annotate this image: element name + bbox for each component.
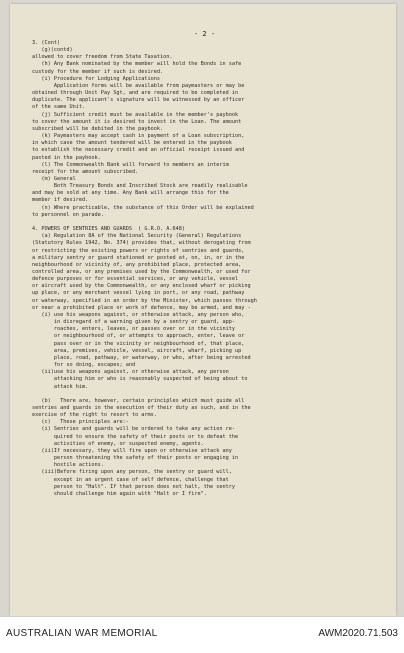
text-line: except in an urgent case of self defence, challenge that [32, 476, 229, 483]
text-line: allowed to cover freedom from State Taxation. [32, 54, 173, 61]
text-line: person to "Halt". If that person does not halt, the sentry [32, 483, 236, 490]
text-line: (b) There are, however, certain principles which must guide all [32, 397, 245, 404]
text-line: to personnel on parade. [32, 211, 104, 218]
text-line: (i) use his weapons against, or otherwise attack, any person who, [32, 311, 245, 318]
text-line: (a) Regulation 8A of the National Security (General) Regulations [32, 233, 242, 240]
text-line: (l) The Commonwealth Bank will forward to members an interim [32, 161, 229, 168]
text-line: (ii)use his weapons against, or otherwise attack, any person [32, 369, 229, 376]
page-number: - 2 - [194, 30, 216, 38]
text-line: Application forms will be available from paymasters or may be [32, 82, 245, 89]
text-line [32, 391, 382, 398]
text-line: exercise of the right to resort to arms. [32, 412, 157, 419]
text-line: pasted in the paybook. [32, 154, 101, 161]
text-line: (g)(contd) [32, 47, 73, 54]
document-page [10, 4, 396, 616]
text-line: or waterway, specified in an order by the Minister, which passes through [32, 297, 257, 304]
text-line: to cover the amount it is desired to invest in the Loan. The amount [32, 118, 242, 125]
text-line: attack him. [32, 383, 89, 390]
text-line: neighbourhood or vicinity of, any prohibited place, protected area, [32, 261, 242, 268]
text-line: to establish the necessary credit and an official receipt issued and [32, 147, 245, 154]
text-line: 3. (Cont) [32, 40, 61, 46]
text-line: (k) Paymasters may accept cash in payment of a Loan subscription, [32, 133, 245, 140]
text-line: (m) General [32, 175, 76, 182]
text-line: quired to ensure the safety of their posts or to defeat the [32, 433, 239, 440]
text-line: subscribed will be debited in the paybook. [32, 125, 164, 132]
text-line: of the same Unit. [32, 104, 86, 111]
text-line: activities of enemy, or suspected enemy, agents. [32, 440, 204, 447]
text-line: defence purposes or for essential services, or any vehicle, vessel [32, 276, 239, 283]
text-line: roaches, enters, leaves, or passes over or in the vicinity [32, 326, 236, 333]
text-line: pass over or in the vicinity or neighbourhood of, that place, [32, 340, 245, 347]
text-line: or near a prohibited place or work of defence, may be armed, and may - [32, 304, 251, 311]
text-line: Both Treasury Bonds and Inscribed Stock are readily realisable [32, 183, 248, 190]
text-line: person threatening the safety of their posts or engaging in [32, 455, 239, 462]
text-line: (i) Sentries and guards will be ordered to take any action re- [32, 426, 236, 433]
text-line: or neighbourhood of, or attempts to approach, enter, leave or [32, 333, 245, 340]
text-line: up place, or any merchant vessel lying in port, or any road, pathway [32, 290, 245, 297]
text-line: receipt for the amount subscribed. [32, 168, 139, 175]
text-line: (ii)If necessary, they will fire upon or otherwise attack any [32, 447, 232, 454]
text-line: custody for the member if such is desired. [32, 68, 164, 75]
text-line: obtained through Unit Pay Sgt, and are required to be completed in [32, 90, 239, 97]
text-line: 4. POWERS OF SENTRIES AND GUARDS ( G.R.O. A.648) [32, 226, 186, 233]
text-line [32, 219, 382, 226]
text-line: sentries and guards in the execution of their duty as such, and in the [32, 404, 251, 411]
text-line: duplicate. The applicant's signature will be witnessed by an officer [32, 97, 245, 104]
typed-text-body [32, 40, 382, 498]
footer-institution: AUSTRALIAN WAR MEMORIAL [6, 628, 158, 639]
text-line: (c) These principles are:- [32, 419, 129, 426]
text-line: in disregard of a warning given by a sentry or guard, app- [32, 319, 236, 326]
text-line: (j) Sufficient credit must be available in the member's paybook [32, 111, 239, 118]
footer-accession-number: AWM2020.71.503 [318, 628, 398, 639]
text-line: in which case the amount tendered will be entered in the paybook [32, 140, 232, 147]
text-line: area, premises, vehicle, vessel, aircraft, wharf, picking up [32, 347, 242, 354]
footer-bar [0, 616, 404, 653]
text-line: (iii)Before firing upon any person, the sentry or guard will, [32, 469, 232, 476]
text-line: (i) Procedure for Lodging Applications [32, 75, 161, 82]
text-line: hostile actions. [32, 462, 104, 469]
text-line: (h) Any Bank nominated by the member will hold the Bonds in safe [32, 61, 242, 68]
text-line: or restricting the existing powers or rights of sentries and guards, [32, 247, 245, 254]
text-line: member if desired. [32, 197, 89, 204]
text-line: place, road, pathway, or waterway, or who, after being arrested [32, 354, 251, 361]
text-line: attacking him or who is reasonably suspected of being about to [32, 376, 248, 383]
text-line: controlled area, or any premises used by the Commonwealth, or used for [32, 269, 251, 275]
text-line: a military sentry or guard stationed or posted at, on, in, or in the [32, 254, 245, 261]
text-line: should challenge him again with "Halt or I fire". [32, 490, 207, 497]
text-line: or aircraft used by the Commonwealth, or any enclosed wharf or picking [32, 283, 251, 290]
text-line: (n) Where practicable, the substance of this Order will be explained [32, 204, 254, 211]
text-line: and may be sold at any time. Any Bank will arrange this for the [32, 190, 229, 197]
text-line: (Statutory Rules 1942, No. 374) provides that, without derogating from [32, 240, 251, 247]
text-line: for so doing, escapes; and [32, 362, 136, 369]
